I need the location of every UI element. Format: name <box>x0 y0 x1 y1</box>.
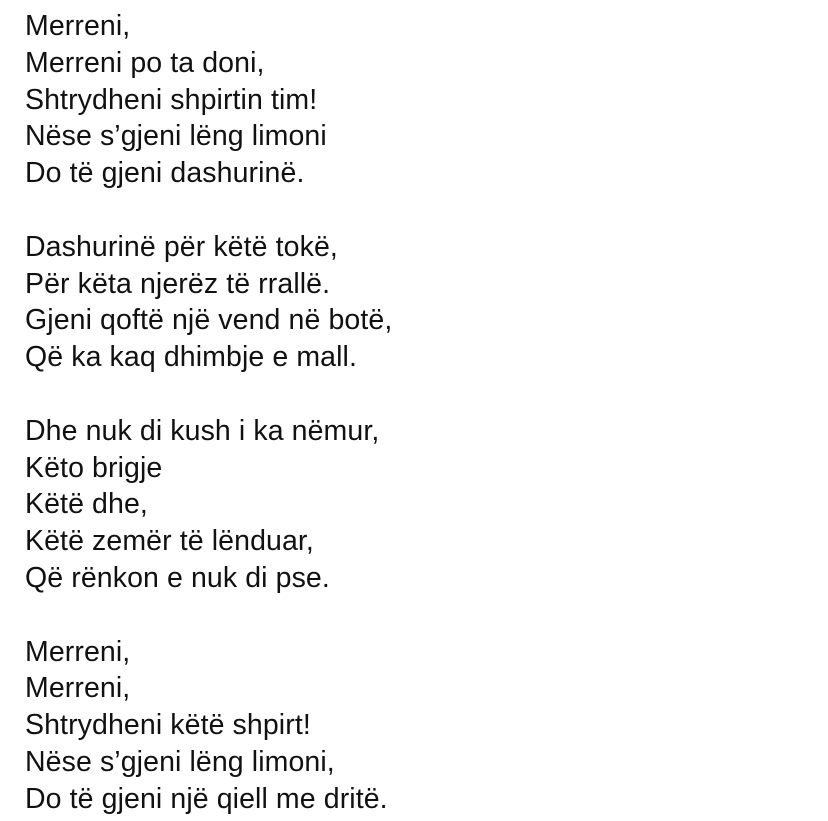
poem-line: Merreni, <box>25 635 131 668</box>
poem-line: Merreni, <box>25 10 131 42</box>
poem-text <box>25 8 815 818</box>
poem-line: Nëse s’gjeni lëng limoni, <box>25 745 335 778</box>
poem-line: Gjeni qoftë një vend në botë, <box>25 304 393 337</box>
stanza-3 <box>25 413 815 597</box>
stanza-2 <box>25 229 815 376</box>
poem-line: Nëse s’gjeni lëng limoni <box>25 120 327 153</box>
poem-line: Që ka kaq dhimbje e mall. <box>25 341 357 374</box>
poem-line: Shtrydheni këtë shpirt! <box>25 709 311 742</box>
poem-line: Këto brigje <box>25 451 163 484</box>
poem-line: Shtrydheni shpirtin tim! <box>25 83 318 116</box>
poem-line: Do të gjeni një qiell me dritë. <box>25 782 388 815</box>
poem-line: Merreni, <box>25 672 131 705</box>
poem-line: Do të gjeni dashurinë. <box>25 157 305 190</box>
poem-line: Këtë dhe, <box>25 488 148 521</box>
poem-line: Këtë zemër të lënduar, <box>25 525 314 558</box>
poem-line: Që rënkon e nuk di pse. <box>25 561 330 594</box>
poem-line: Dhe nuk di kush i ka nëmur, <box>25 414 380 447</box>
poem-line: Dashurinë për këtë tokë, <box>25 230 338 263</box>
poem-line: Për këta njerëz të rrallë. <box>25 267 331 300</box>
poem-line: Merreni po ta doni, <box>25 46 265 79</box>
stanza-1 <box>25 8 815 192</box>
stanza-4 <box>25 634 815 818</box>
